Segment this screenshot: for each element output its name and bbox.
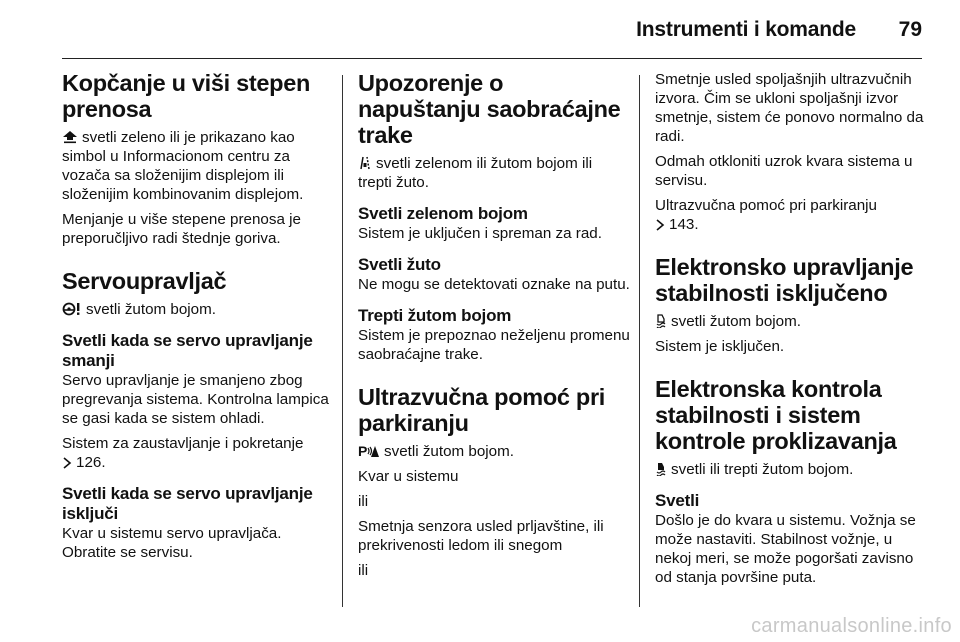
subheading-servo-off: Svetli kada se servo upravljanje isključi	[62, 484, 313, 523]
section-heading-servo: Servoupravljač	[62, 268, 227, 294]
subheading-servo-reduced: Svetli kada se servo upravljanje smanji	[62, 331, 313, 370]
paragraph: Menjanje u više stepene prenosa je preporučljivo radi štednje goriva.	[62, 211, 301, 247]
paragraph: Ne mogu se detektovati oznake na putu.	[358, 276, 630, 293]
esc-car-skid-icon	[655, 462, 667, 476]
paragraph: P svetli žutom bojom.	[358, 443, 514, 460]
lane-departure-icon	[358, 156, 372, 170]
section-heading-upshift: Kopčanje u viši stepen prenosa	[62, 70, 311, 122]
column-middle	[358, 70, 630, 580]
paragraph: Kvar u sistemu servo upravljača. Obratite se servisu.	[62, 525, 282, 561]
page-reference-arrow-icon	[655, 219, 665, 231]
subheading-lit: Svetli	[655, 491, 700, 510]
column-divider	[639, 75, 640, 607]
paragraph: Došlo je do kvara u sistemu. Vožnja se može nastaviti. Stabilnost vožnje, u nekoj meri, se može pogoršati zavisno od stanja površine puta.	[655, 512, 916, 586]
paragraph: svetli ili trepti žutom bojom.	[655, 460, 925, 479]
paragraph: Sistem je uključen i spreman za rad.	[358, 225, 602, 242]
paragraph: Kvar u sistemu	[358, 468, 459, 485]
paragraph: Sistem je prepoznao neželjenu promenu saobraćajne trake.	[358, 327, 630, 363]
column-divider	[342, 75, 343, 607]
header-divider	[62, 58, 922, 59]
paragraph: Ultrazvučna pomoć pri parkiranju 143.	[655, 197, 877, 233]
paragraph: Sistem za zaustavljanje i pokretanje 126.	[62, 435, 304, 471]
subheading-flash: Trepti žutom bojom	[358, 306, 512, 325]
esc-off-icon	[655, 314, 667, 328]
paragraph: svetli žutom bojom.	[655, 312, 925, 331]
subheading-green: Svetli zelenom bojom	[358, 204, 528, 223]
paragraph: svetli zelenom ili žutom bojom ili trepti žuto.	[358, 155, 593, 191]
section-heading-park: Ultrazvučna pomoć pri parkiranju	[358, 384, 606, 436]
page-number: 79	[898, 18, 922, 41]
svg-text:P: P	[358, 444, 368, 458]
page-header	[0, 0, 960, 58]
paragraph: ili	[358, 493, 369, 510]
column-right	[655, 70, 925, 587]
parking-sensor-icon	[358, 444, 380, 458]
page-reference-arrow-icon	[62, 457, 72, 469]
subheading-yellow: Svetli žuto	[358, 255, 441, 274]
upshift-arrow-icon	[62, 130, 78, 144]
section-heading-esc-off: Elektronsko upravljanje stabilnosti isključeno	[655, 254, 914, 306]
paragraph: svetli žutom bojom.	[62, 300, 334, 319]
paragraph: Odmah otkloniti uzrok kvara sistema u servisu.	[655, 153, 913, 189]
paragraph: ili	[358, 562, 369, 579]
steering-warning-icon	[62, 302, 82, 316]
page-title: Instrumenti i komande	[636, 18, 856, 41]
paragraph: Sistem je isključen.	[655, 338, 785, 355]
paragraph: Servo upravljanje je smanjeno zbog pregrevanja sistema. Kontrolna lampica se gasi kada se sistem ohladi.	[62, 372, 329, 427]
paragraph: Smetnja senzora usled prljavštine, ili prekrivenosti ledom ili snegom	[358, 518, 604, 554]
section-heading-esc: Elektronska kontrola stabilnosti i sistem kontrole proklizavanja	[655, 376, 897, 454]
section-heading-lane: Upozorenje o napuštanju saobraćajne trake	[358, 70, 621, 148]
column-left	[62, 70, 334, 562]
paragraph: svetli zeleno ili je prikazano kao simbol u Informacionom centru za vozača sa složenijim displejom ili složenijim kombinovanim displejom.	[62, 129, 304, 203]
paragraph: Smetnje usled spoljašnjih ultrazvučnih izvora. Čim se ukloni spoljašnji izvor smetnje, sistem će ponovo normalno da radi.	[655, 71, 924, 145]
watermark: carmanualsonline.info	[751, 615, 952, 637]
